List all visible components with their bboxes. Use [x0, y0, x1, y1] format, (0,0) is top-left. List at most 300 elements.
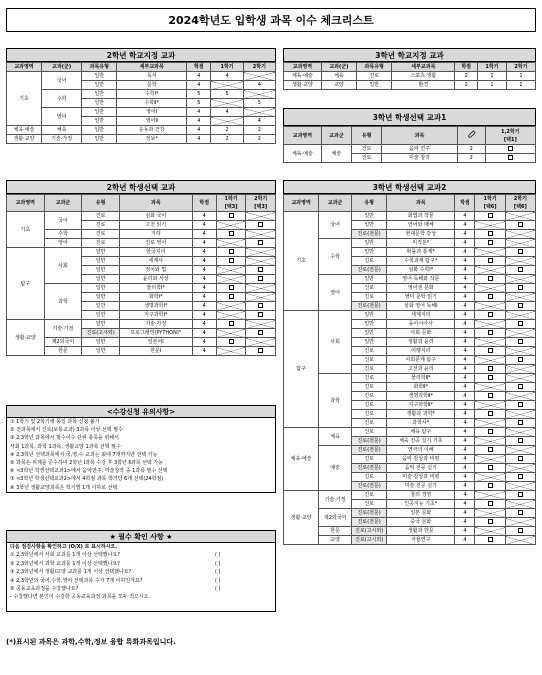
notice-lines	[7, 418, 275, 492]
table-cell: 4	[455, 473, 475, 482]
select-cell	[485, 145, 535, 154]
table-cell: 한문Ⅰ	[119, 347, 192, 356]
disabled-cell	[505, 212, 535, 221]
column-header: 과목	[382, 127, 458, 145]
checkbox[interactable]	[488, 213, 493, 218]
check-item	[7, 551, 275, 559]
disabled-cell	[246, 284, 276, 293]
checkbox[interactable]	[488, 447, 493, 452]
answer-area[interactable]	[7, 602, 275, 611]
header-line: 2학기	[254, 196, 268, 202]
table-cell: 윤리와 사상	[119, 275, 192, 284]
column-header: 학점	[455, 63, 478, 72]
table-cell: 4	[455, 446, 475, 455]
table-cell: 문학	[117, 81, 187, 90]
select-cell	[246, 266, 276, 275]
disabled-cell	[505, 446, 535, 455]
column-header: 학점	[455, 195, 475, 212]
table-cell: 진로	[352, 293, 387, 302]
table-cell: 4	[455, 491, 475, 500]
table-cell: 진로	[352, 284, 387, 293]
table-cell: 영어Ⅰ	[117, 108, 187, 117]
checkbox[interactable]	[229, 231, 234, 236]
table-cell: 일반	[82, 302, 120, 311]
table-cell: 지구과학Ⅰ*	[119, 311, 192, 320]
table-cell: 4	[192, 257, 216, 266]
table-cell: 5	[243, 99, 275, 108]
table-cell: 4	[187, 135, 211, 144]
header-line: [택3]	[254, 204, 268, 210]
grade2-select-table	[6, 180, 276, 356]
checkbox[interactable]	[488, 393, 493, 398]
table-row	[7, 108, 276, 117]
select-cell	[216, 257, 246, 266]
select-cell	[475, 392, 505, 401]
table-cell: 2	[457, 145, 485, 154]
select-cell	[246, 239, 276, 248]
checkbox[interactable]	[258, 330, 263, 335]
table-cell: 생명과학Ⅱ*	[387, 392, 455, 401]
column-header: 과목	[387, 195, 455, 212]
table-cell: 4	[192, 320, 216, 329]
table-cell: 진로	[357, 72, 392, 81]
checkbox[interactable]	[518, 528, 523, 533]
select-cell	[216, 230, 246, 239]
check-intro: 다음 점검사항을 확인하고 (O/X) 로 표시하시오.	[10, 544, 118, 550]
answer-field[interactable]: ( )	[215, 586, 221, 593]
column-header	[505, 195, 535, 212]
table-row	[284, 536, 536, 545]
checkbox[interactable]	[518, 285, 523, 290]
checkbox[interactable]	[258, 267, 263, 272]
checkbox[interactable]	[518, 420, 523, 425]
checkbox[interactable]	[518, 249, 523, 254]
checkbox[interactable]	[258, 222, 263, 227]
column-header: 1학기	[211, 63, 243, 72]
column-header: 유형	[352, 195, 387, 212]
header-line: 1학기	[224, 196, 238, 202]
select-cell	[216, 248, 246, 257]
table-cell: 4	[455, 284, 475, 293]
table-cell: 4	[455, 374, 475, 383]
table-cell: 기술·가정	[319, 491, 352, 509]
disabled-cell	[475, 302, 505, 311]
checkbox[interactable]	[518, 474, 523, 479]
checkbox[interactable]	[488, 366, 493, 371]
table-row	[7, 248, 276, 257]
table-cell: 한국지리	[119, 248, 192, 257]
disabled-cell	[505, 536, 535, 545]
table-cell: 2	[211, 126, 243, 135]
column-header: 교과(군)	[321, 63, 356, 72]
column-header: 교과(군)	[41, 63, 81, 72]
table-cell: 일반	[352, 329, 387, 338]
table-cell: 4	[455, 311, 475, 320]
disabled-cell	[475, 401, 505, 410]
checkbox[interactable]	[488, 312, 493, 317]
check-item-text: - 수강했다면 본인이 수강한 공동교육과정 과목을 모두 적으시오.	[10, 594, 151, 601]
grade3-school-grid	[283, 62, 536, 90]
column-header: 교과영역	[284, 127, 322, 145]
table-cell: 제2외국어	[44, 338, 82, 347]
grade3-school-table	[283, 48, 536, 90]
checkbox[interactable]	[229, 285, 234, 290]
column-header: 교과영역	[7, 195, 45, 212]
select-cell	[246, 275, 276, 284]
column-header: 유형	[352, 127, 382, 145]
table-cell: 심화 수학Ⅰ*	[387, 266, 455, 275]
table-cell: 일반	[82, 248, 120, 257]
checkbox[interactable]	[518, 492, 523, 497]
table-cell: 진로 영어	[119, 239, 192, 248]
disabled-cell	[246, 338, 276, 347]
column-header	[216, 195, 246, 212]
checkbox[interactable]	[488, 501, 493, 506]
disabled-cell	[246, 320, 276, 329]
section-title: 3학년 학생선택 교과1	[283, 108, 536, 126]
checkbox[interactable]	[518, 339, 523, 344]
table-cell: 4	[192, 302, 216, 311]
select-cell	[475, 275, 505, 284]
disabled-cell	[505, 365, 535, 374]
grade2-select-grid	[6, 194, 276, 356]
disabled-cell	[475, 419, 505, 428]
select-cell	[475, 536, 505, 545]
table-cell: 일반	[352, 212, 387, 221]
table-row	[284, 428, 536, 437]
table-cell: 4	[455, 266, 475, 275]
select-cell	[505, 491, 535, 500]
table-cell: 체육	[321, 72, 356, 81]
disabled-cell	[216, 302, 246, 311]
checkbox[interactable]	[488, 258, 493, 263]
checkbox[interactable]	[258, 348, 263, 353]
checkbox[interactable]	[508, 155, 513, 160]
table-cell: 진로(전문)	[352, 230, 387, 239]
check-item-text: ③ 2,3학년에서 생활/교양 교과를 1개 이상 선택했나요?	[10, 569, 132, 576]
disabled-cell	[505, 410, 535, 419]
select-cell	[475, 464, 505, 473]
table-cell: 세계사	[119, 257, 192, 266]
answer-field[interactable]: ( )	[215, 577, 221, 584]
select-cell	[505, 527, 535, 536]
table-cell: 일반	[82, 257, 120, 266]
table-cell: 4	[455, 536, 475, 545]
table-cell: 4	[455, 437, 475, 446]
table-cell: 생활·교양	[284, 491, 319, 545]
table-cell: 체육 탐구	[387, 428, 455, 437]
checkbox[interactable]	[518, 357, 523, 362]
table-cell: 생활과 윤리	[387, 338, 455, 347]
checkbox[interactable]	[488, 330, 493, 335]
table-cell: 지구과학Ⅱ*	[387, 401, 455, 410]
table-cell: 진로(고시외)	[82, 329, 120, 338]
checkbox[interactable]	[258, 276, 263, 281]
checkbox[interactable]	[518, 222, 523, 227]
checkbox[interactable]	[518, 402, 523, 407]
table-cell: 4	[455, 365, 475, 374]
table-cell: 언어와 매체	[387, 221, 455, 230]
table-cell: 탐구	[284, 311, 319, 428]
table-cell: 기술·가정	[119, 320, 192, 329]
table-cell	[211, 99, 243, 108]
table-cell: 1	[506, 72, 535, 81]
table-cell: 진로	[352, 154, 382, 163]
grade2-school-grid	[6, 62, 276, 144]
column-header: 세부교과목	[117, 63, 187, 72]
notice-line: ① 1학기 및 2학기에 동일 과목 신청 불가	[10, 419, 100, 425]
table-cell: 확률과 통계*	[387, 248, 455, 257]
table-cell: 4	[455, 383, 475, 392]
table-cell: 영어Ⅱ	[117, 117, 187, 126]
check-title: ★ 필수 확인 사항 ★	[7, 531, 275, 543]
checkbox[interactable]	[518, 267, 523, 272]
checkbox[interactable]	[518, 510, 523, 515]
checkbox[interactable]	[508, 146, 513, 151]
table-cell: 4	[455, 482, 475, 491]
grade3-select2-table	[283, 180, 536, 545]
table-cell: 미적분*	[387, 239, 455, 248]
column-header: 1학기	[478, 63, 507, 72]
table-cell: 일본어Ⅰ	[119, 338, 192, 347]
notice-line: ⑧ 3학년 생활교양과목은 학기별 1개 이하로 선택	[10, 484, 118, 491]
disabled-cell	[475, 284, 505, 293]
table-cell: 기하	[119, 230, 192, 239]
select-cell	[475, 410, 505, 419]
table-cell: 진로(전문)	[352, 266, 387, 275]
table-cell: 현대문학 감상	[387, 230, 455, 239]
disabled-cell	[216, 221, 246, 230]
checkbox[interactable]	[518, 438, 523, 443]
table-cell: 4	[455, 257, 475, 266]
table-cell: 진로	[352, 419, 387, 428]
disabled-cell	[475, 383, 505, 392]
disabled-cell	[505, 500, 535, 509]
table-cell: 4	[455, 275, 475, 284]
notice-line: ③ 2,3학년 과목에서 필수이수 단위 충족을 위해서	[10, 435, 119, 442]
select-cell	[246, 221, 276, 230]
table-cell: 교양	[319, 536, 352, 545]
table-cell: 진로	[352, 145, 382, 154]
checkbox[interactable]	[488, 231, 493, 236]
checkbox[interactable]	[258, 312, 263, 317]
answer-field[interactable]: ( )	[215, 560, 221, 567]
table-cell: 일반	[352, 221, 387, 230]
table-cell: 진로	[352, 401, 387, 410]
table-cell: 음악 연주	[382, 145, 458, 154]
check-item-text: ④ 2,3학년의 국어,수학,영어 선택과목 수가 7개 이하인가요?	[10, 577, 143, 584]
table-cell: 체육·예술	[284, 145, 322, 163]
table-cell: 고전과 윤리	[387, 365, 455, 374]
select-cell	[475, 230, 505, 239]
checkbox[interactable]	[488, 411, 493, 416]
disabled-cell	[505, 239, 535, 248]
disabled-cell	[505, 275, 535, 284]
select-cell	[505, 383, 535, 392]
table-cell: 일반	[352, 239, 387, 248]
checkbox[interactable]	[518, 303, 523, 308]
table-cell: 진로	[352, 455, 387, 464]
table-cell: 4	[455, 527, 475, 536]
table-cell: 일반	[352, 338, 387, 347]
table-cell: 프로그래밍(PYTHON)*	[119, 329, 192, 338]
checkbox[interactable]	[488, 294, 493, 299]
table-cell: 심화 국어	[119, 212, 192, 221]
checkbox[interactable]	[518, 321, 523, 326]
table-cell: 여행지리	[387, 347, 455, 356]
table-cell: 2	[243, 126, 275, 135]
checkbox[interactable]	[229, 339, 234, 344]
header-line: 2학기	[513, 196, 527, 202]
disabled-cell	[505, 293, 535, 302]
table-cell: 진로(전문)	[352, 464, 387, 473]
column-header: 교과영역	[284, 63, 322, 72]
table-cell: 음악 전공 실기	[387, 464, 455, 473]
table-cell: 4	[455, 248, 475, 257]
table-row	[7, 239, 276, 248]
section-title: 2학년 학교지정 교과	[6, 48, 276, 62]
table-cell: 일반	[352, 275, 387, 284]
table-cell: 과학	[319, 374, 352, 428]
checkbox[interactable]	[488, 348, 493, 353]
table-cell: 일반	[352, 311, 387, 320]
table-row	[284, 527, 536, 536]
disabled-cell	[505, 230, 535, 239]
select-cell	[475, 518, 505, 527]
edit-icon	[457, 127, 485, 145]
select-cell	[475, 347, 505, 356]
checkbox[interactable]	[229, 213, 234, 218]
disabled-cell	[505, 392, 535, 401]
table-cell: 5	[211, 90, 243, 99]
check-item	[7, 593, 275, 601]
table-cell: 체육	[319, 428, 352, 446]
table-cell: 진로(전문)	[352, 482, 387, 491]
select-cell	[505, 401, 535, 410]
disabled-cell	[475, 455, 505, 464]
grade3-select1-table	[283, 108, 536, 163]
table-cell: 4	[192, 230, 216, 239]
table-cell: 물리학Ⅰ*	[119, 284, 192, 293]
table-cell: 진로	[82, 230, 120, 239]
disabled-cell	[216, 329, 246, 338]
checkbox[interactable]	[258, 240, 263, 245]
table-cell: 영어	[319, 275, 352, 311]
table-cell: 4	[192, 293, 216, 302]
page-title: 2024학년도 입학생 과목 이수 체크리스트	[6, 8, 536, 32]
select-cell	[505, 455, 535, 464]
notice-line: ⑦ <3학년 학생선택교과2>에서 4학점 과목 학기당 6개 선택(24학점)	[10, 476, 164, 483]
select-cell	[246, 302, 276, 311]
check-lines	[7, 551, 275, 610]
column-header: 학점	[192, 195, 216, 212]
answer-field[interactable]: ( )	[215, 552, 221, 559]
header-line: 1학기	[483, 196, 497, 202]
disabled-cell	[475, 473, 505, 482]
table-cell: 4	[455, 230, 475, 239]
table-cell: 자율연구	[387, 536, 455, 545]
table-cell: 기초	[7, 72, 42, 126]
table-cell: 예술	[321, 145, 351, 163]
table-cell: 진로	[352, 347, 387, 356]
table-cell: 미술 전공 실기	[387, 482, 455, 491]
checkbox[interactable]	[229, 321, 234, 326]
checkbox[interactable]	[488, 375, 493, 380]
column-header: 과목유형	[82, 63, 117, 72]
checkbox[interactable]	[229, 249, 234, 254]
table-cell: 고전 읽기	[119, 221, 192, 230]
table-row	[284, 374, 536, 383]
select-cell	[505, 473, 535, 482]
select-cell	[475, 329, 505, 338]
table-cell: 기초	[284, 212, 319, 311]
table-cell: 영어권 문화	[387, 284, 455, 293]
checkbox[interactable]	[518, 456, 523, 461]
checkbox[interactable]	[258, 303, 263, 308]
checkbox[interactable]	[488, 429, 493, 434]
disabled-cell	[246, 230, 276, 239]
table-cell: 4	[455, 320, 475, 329]
table-cell: 4	[455, 464, 475, 473]
table-cell: 4	[192, 284, 216, 293]
disabled-cell	[475, 248, 505, 257]
checkbox[interactable]	[229, 258, 234, 263]
select-cell	[475, 482, 505, 491]
disabled-cell	[216, 311, 246, 320]
table-cell: 한문	[44, 347, 82, 356]
table-cell: 4	[192, 248, 216, 257]
checkbox[interactable]	[229, 294, 234, 299]
checkbox[interactable]	[488, 483, 493, 488]
table-cell: 환경	[392, 81, 455, 90]
disabled-cell	[475, 491, 505, 500]
checkbox[interactable]	[488, 240, 493, 245]
column-header: 교과영역	[7, 63, 42, 72]
checkbox[interactable]	[488, 465, 493, 470]
check-item	[7, 560, 275, 568]
checkbox[interactable]	[488, 276, 493, 281]
table-cell: 미술 창작	[382, 154, 458, 163]
disabled-cell	[216, 239, 246, 248]
table-cell: 일반	[82, 126, 117, 135]
table-cell: 한문	[319, 527, 352, 536]
column-header: 2학기	[243, 63, 275, 72]
table-cell: 사회	[319, 311, 352, 374]
select-cell	[216, 293, 246, 302]
select-cell	[505, 248, 535, 257]
header-line: [택1]	[503, 136, 517, 143]
section-title: 2학년 학생선택 교과	[6, 180, 276, 194]
section-title: 3학년 학생선택 교과2	[283, 180, 536, 194]
checkbox[interactable]	[518, 384, 523, 389]
disabled-cell	[505, 257, 535, 266]
table-cell: 사회문제 탐구	[387, 356, 455, 365]
table-cell: 4	[455, 293, 475, 302]
table-cell: 4	[455, 410, 475, 419]
column-header	[475, 195, 505, 212]
checkbox[interactable]	[488, 537, 493, 542]
select-cell	[475, 239, 505, 248]
select-cell	[485, 154, 535, 163]
checkbox[interactable]	[488, 519, 493, 524]
table-cell: 체육·예술	[7, 126, 42, 135]
table-cell: 1	[506, 81, 535, 90]
table-cell: 진로	[82, 212, 120, 221]
disabled-cell	[246, 248, 276, 257]
table-cell: 수학Ⅱ*	[117, 99, 187, 108]
notice-line: ⑥ <3학년 학생선택교과1>에서 음악연주, 미술창작 중 1과목 필수 선택	[10, 468, 168, 475]
answer-field[interactable]: ( )	[215, 569, 221, 576]
